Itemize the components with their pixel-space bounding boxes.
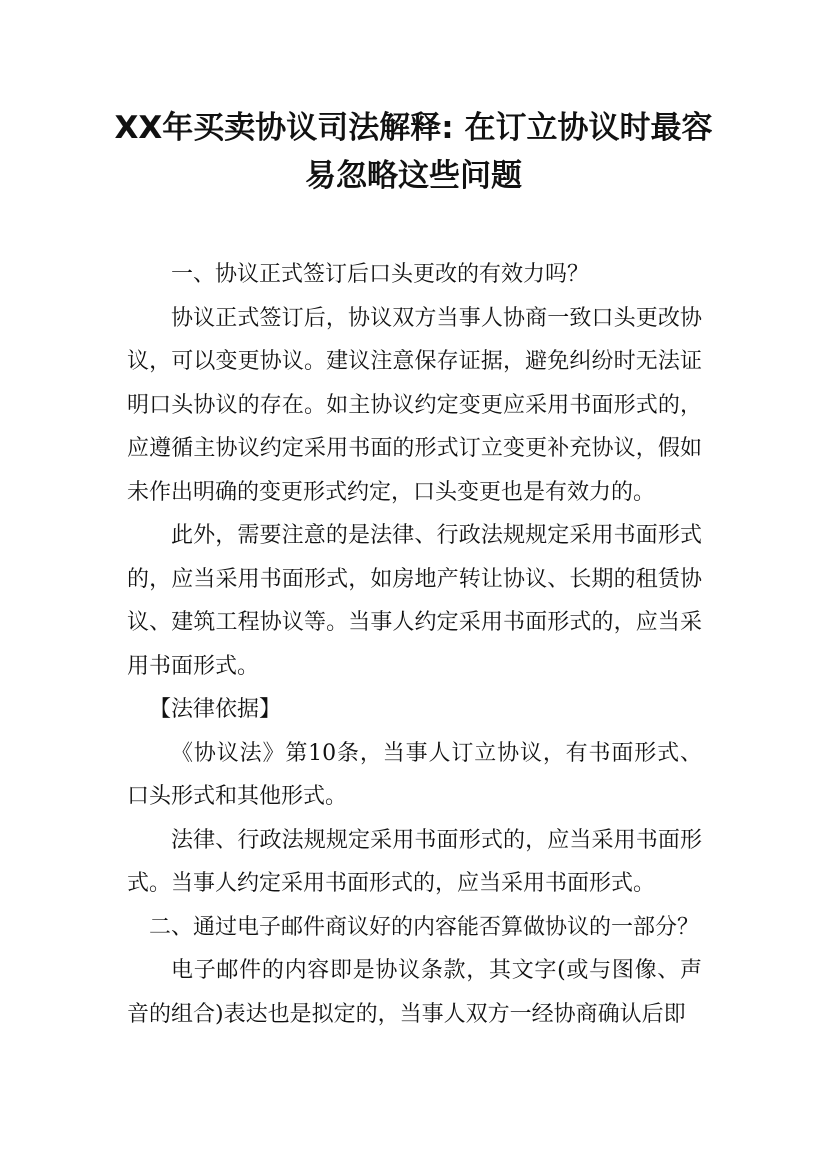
- paragraph-law-rule: 法律、行政法规规定采用书面形式的，应当采用书面形式。当事人约定采用书面形式的，应当采用书面形式。: [127, 827, 702, 896]
- legal-basis-heading: 【法律依据】: [149, 697, 282, 722]
- paragraph-law-article: 《协议法》第10条，当事人订立协议，有书面形式、口头形式和其他形式。: [127, 740, 702, 809]
- paragraph-answer-1: 协议正式签订后，协议双方当事人协商一致口头更改协议，可以变更协议。建议注意保存证据，避免纠纷时无法证明口头协议的存在。如主协议约定变更应采用书面形式的，应遵循主协议约定采用书面的形式订立变更补充协议，假如未作出明确的变更形式约定，口头变更也是有效力的。: [127, 305, 702, 505]
- document-body: [127, 253, 702, 1036]
- paragraph-question-1: 一、协议正式签订后口头更改的有效力吗？: [171, 262, 590, 287]
- paragraph-question-2: 二、通过电子邮件商议好的内容能否算做协议的一部分？: [149, 914, 700, 940]
- paragraph-answer-2: 电子邮件的内容即是协议条款，其文字(或与图像、声音的组合)表达也是拟定的，当事人双方一经协商确认后即: [127, 958, 702, 1027]
- paragraph-note: 此外，需要注意的是法律、行政法规规定采用书面形式的，应当采用书面形式，如房地产转让协议、长期的租赁协议、建筑工程协议等。当事人约定采用书面形式的，应当采用书面形式。: [127, 523, 702, 679]
- document-title: XX年买卖协议司法解释: 在订立协议时最容易忽略这些问题: [114, 110, 713, 194]
